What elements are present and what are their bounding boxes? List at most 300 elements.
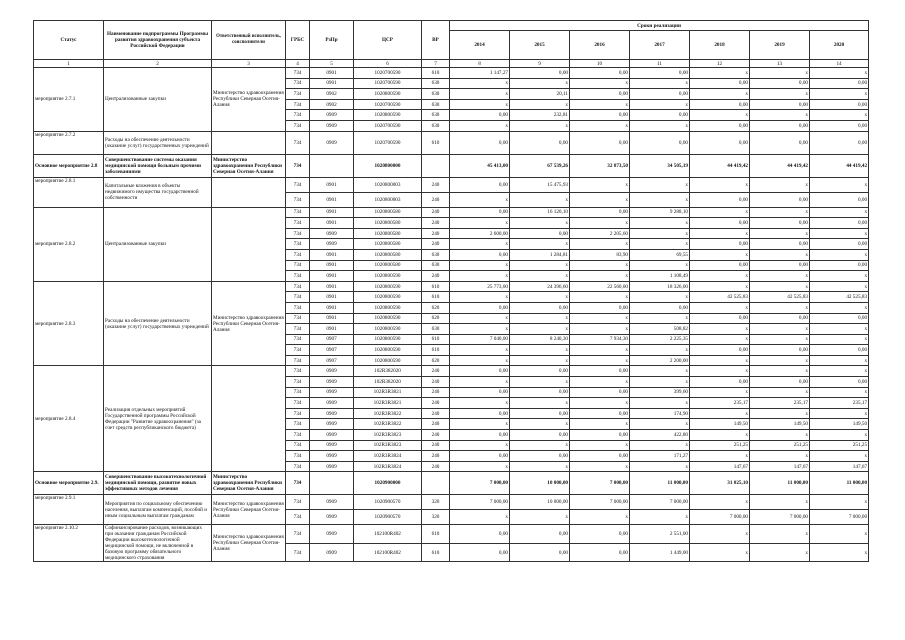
row-code-cell: 0902 bbox=[310, 99, 354, 110]
row-code-cell: 734 bbox=[286, 419, 310, 430]
row-amount-cell: x bbox=[690, 387, 750, 398]
row-amount-cell: 8 240,30 bbox=[510, 334, 570, 345]
row-amount-cell: x bbox=[630, 192, 690, 207]
row-code-cell: 620 bbox=[422, 313, 450, 324]
table-row bbox=[34, 68, 869, 79]
row-amount-cell: 32 873,50 bbox=[570, 154, 630, 177]
table-row bbox=[34, 495, 869, 510]
row-name-cell: Софинансирование расходов, возникающих при оказании гражданам Российской Федерации высокотехнологичной медицинской помощи, не включенной в базовую программу обязательного медицинского страхования bbox=[104, 525, 212, 562]
column-number-cell: 14 bbox=[810, 60, 869, 68]
row-code-cell: 1020800590 bbox=[354, 355, 422, 366]
row-amount-cell: x bbox=[630, 260, 690, 271]
row-amount-cell: 0,00 bbox=[690, 260, 750, 271]
row-amount-cell: 0,00 bbox=[750, 345, 810, 356]
row-amount-cell: x bbox=[750, 302, 810, 313]
row-amount-cell: x bbox=[450, 260, 510, 271]
row-code-cell bbox=[422, 154, 450, 177]
row-code-cell: 734 bbox=[286, 345, 310, 356]
row-code-cell: 102R3R3822 bbox=[354, 419, 422, 430]
row-code-cell: 0909 bbox=[310, 110, 354, 121]
row-amount-cell: 2 225,35 bbox=[630, 334, 690, 345]
row-amount-cell: 0,00 bbox=[450, 131, 510, 154]
column-number-cell: 1 bbox=[34, 60, 104, 68]
row-amount-cell: x bbox=[450, 324, 510, 335]
column-number-cell: 11 bbox=[630, 60, 690, 68]
row-amount-cell: x bbox=[630, 120, 690, 131]
row-code-cell: 1020700590 bbox=[354, 131, 422, 154]
row-amount-cell: 0,00 bbox=[510, 131, 570, 154]
row-code-cell: 0909 bbox=[310, 440, 354, 451]
row-amount-cell: x bbox=[810, 430, 869, 441]
row-amount-cell: x bbox=[690, 324, 750, 335]
row-amount-cell: x bbox=[450, 120, 510, 131]
row-amount-cell: 0,00 bbox=[630, 302, 690, 313]
column-number-cell: 9 bbox=[510, 60, 570, 68]
row-code-cell bbox=[310, 472, 354, 495]
row-amount-cell: x bbox=[750, 451, 810, 462]
row-status-cell: мероприятие 2.7.2 bbox=[34, 131, 104, 154]
row-code-cell: 734 bbox=[286, 260, 310, 271]
row-code-cell: 102100R402 bbox=[354, 543, 422, 562]
row-code-cell: 0909 bbox=[310, 543, 354, 562]
row-amount-cell: 44 419,42 bbox=[810, 154, 869, 177]
row-code-cell: 0901 bbox=[310, 78, 354, 89]
header-executor: Ответственный исполнитель, соисполнители bbox=[212, 21, 286, 60]
row-code-cell: 240 bbox=[422, 451, 450, 462]
row-code-cell: 734 bbox=[286, 68, 310, 79]
row-amount-cell: 147,67 bbox=[750, 461, 810, 472]
row-amount-cell: 235,17 bbox=[690, 398, 750, 409]
row-code-cell: 320 bbox=[422, 495, 450, 510]
row-code-cell: 240 bbox=[422, 387, 450, 398]
row-amount-cell: x bbox=[810, 302, 869, 313]
row-amount-cell: x bbox=[510, 345, 570, 356]
row-code-cell: 1020800580 bbox=[354, 228, 422, 239]
budget-table-sheet bbox=[33, 20, 868, 581]
row-amount-cell: x bbox=[510, 510, 570, 525]
row-code-cell: 630 bbox=[422, 120, 450, 131]
row-amount-cell: x bbox=[570, 398, 630, 409]
row-code-cell: 0909 bbox=[310, 377, 354, 388]
row-amount-cell: 42 525,83 bbox=[750, 292, 810, 303]
row-code-cell: 1020900000 bbox=[354, 472, 422, 495]
row-code-cell: 734 bbox=[286, 543, 310, 562]
row-amount-cell: 0,00 bbox=[690, 78, 750, 89]
row-amount-cell: x bbox=[450, 99, 510, 110]
row-amount-cell: 0,00 bbox=[630, 68, 690, 79]
row-amount-cell: x bbox=[630, 239, 690, 250]
row-amount-cell: 9 288,10 bbox=[630, 207, 690, 218]
row-code-cell: 734 bbox=[286, 89, 310, 100]
row-amount-cell: x bbox=[510, 218, 570, 229]
row-status-cell: мероприятие 2.7.1 bbox=[34, 68, 104, 132]
row-amount-cell: x bbox=[570, 260, 630, 271]
row-amount-cell: x bbox=[450, 440, 510, 451]
row-amount-cell: x bbox=[570, 510, 630, 525]
column-number-cell: 7 bbox=[422, 60, 450, 68]
row-amount-cell: x bbox=[450, 78, 510, 89]
row-code-cell: 240 bbox=[422, 461, 450, 472]
header-terms: Сроки реализации bbox=[450, 21, 869, 31]
row-code-cell: 1020700590 bbox=[354, 68, 422, 79]
column-number-cell: 8 bbox=[450, 60, 510, 68]
row-amount-cell: x bbox=[450, 345, 510, 356]
row-amount-cell: 7 000,00 bbox=[750, 510, 810, 525]
row-amount-cell: 0,00 bbox=[630, 131, 690, 154]
row-amount-cell: 7 000,00 bbox=[630, 495, 690, 510]
row-amount-cell: x bbox=[690, 495, 750, 510]
row-amount-cell: 0,00 bbox=[450, 302, 510, 313]
row-amount-cell: 0,00 bbox=[570, 408, 630, 419]
header-rzpr: РзПр bbox=[310, 21, 354, 60]
row-amount-cell: 67 539,26 bbox=[510, 154, 570, 177]
row-amount-cell: 0,00 bbox=[450, 430, 510, 441]
row-amount-cell: x bbox=[690, 68, 750, 79]
row-code-cell: 0901 bbox=[310, 324, 354, 335]
header-name: Наименование подпрограммы Программы развития здравоохранения субъекта Российской Федерации bbox=[104, 21, 212, 60]
row-code-cell: 1020800003 bbox=[354, 177, 422, 192]
row-amount-cell: 0,00 bbox=[750, 192, 810, 207]
row-amount-cell: 1 108,49 bbox=[630, 271, 690, 282]
row-code-cell: 240 bbox=[422, 207, 450, 218]
row-code-cell: 1020800580 bbox=[354, 207, 422, 218]
row-code-cell: 1020700590 bbox=[354, 120, 422, 131]
row-amount-cell: 149,50 bbox=[810, 419, 869, 430]
row-amount-cell: x bbox=[810, 177, 869, 192]
row-amount-cell: x bbox=[810, 543, 869, 562]
row-code-cell: 0907 bbox=[310, 345, 354, 356]
row-code-cell: 240 bbox=[422, 430, 450, 441]
row-code-cell: 0909 bbox=[310, 408, 354, 419]
row-status-cell: мероприятие 2.9.1 bbox=[34, 495, 104, 525]
row-code-cell: 734 bbox=[286, 355, 310, 366]
row-code-cell: 1020800590 bbox=[354, 271, 422, 282]
row-amount-cell: 0,00 bbox=[570, 110, 630, 121]
row-amount-cell: x bbox=[450, 398, 510, 409]
row-amount-cell: 171,27 bbox=[630, 451, 690, 462]
row-amount-cell: 42 525,83 bbox=[810, 292, 869, 303]
row-amount-cell: 0,00 bbox=[690, 131, 750, 154]
row-amount-cell: 16 120,10 bbox=[510, 207, 570, 218]
row-amount-cell: x bbox=[630, 366, 690, 377]
row-amount-cell: x bbox=[630, 177, 690, 192]
row-amount-cell: 0,00 bbox=[450, 177, 510, 192]
row-amount-cell: 7 000,00 bbox=[570, 495, 630, 510]
row-amount-cell: x bbox=[690, 249, 750, 260]
row-code-cell: 734 bbox=[286, 461, 310, 472]
row-amount-cell: 83,90 bbox=[570, 249, 630, 260]
row-amount-cell: 44 419,42 bbox=[690, 154, 750, 177]
row-amount-cell: x bbox=[630, 345, 690, 356]
row-amount-cell: 0,00 bbox=[510, 430, 570, 441]
row-amount-cell: 0,00 bbox=[510, 387, 570, 398]
row-code-cell: 102R3R3824 bbox=[354, 451, 422, 462]
column-number-cell: 2 bbox=[104, 60, 212, 68]
row-amount-cell: 0,00 bbox=[510, 543, 570, 562]
row-status-cell: мероприятие 2.8.3 bbox=[34, 281, 104, 366]
row-amount-cell: x bbox=[750, 543, 810, 562]
row-amount-cell: 235,17 bbox=[810, 398, 869, 409]
row-code-cell: 1020800590 bbox=[354, 345, 422, 356]
row-code-cell: 734 bbox=[286, 281, 310, 292]
row-amount-cell: x bbox=[750, 430, 810, 441]
row-amount-cell: x bbox=[450, 89, 510, 100]
row-amount-cell: 34 505,19 bbox=[630, 154, 690, 177]
row-code-cell: 734 bbox=[286, 525, 310, 544]
budget-table bbox=[33, 20, 869, 562]
row-amount-cell: 20,11 bbox=[510, 89, 570, 100]
row-amount-cell: x bbox=[750, 525, 810, 544]
row-amount-cell: x bbox=[750, 89, 810, 100]
row-code-cell: 0909 bbox=[310, 228, 354, 239]
row-amount-cell: 0,00 bbox=[630, 110, 690, 121]
row-code-cell: 734 bbox=[286, 154, 310, 177]
row-amount-cell: x bbox=[630, 377, 690, 388]
row-amount-cell: 0,00 bbox=[450, 366, 510, 377]
row-code-cell: 610 bbox=[422, 345, 450, 356]
row-amount-cell: 22 560,00 bbox=[570, 281, 630, 292]
column-number-cell: 5 bbox=[310, 60, 354, 68]
row-amount-cell: 10 000,00 bbox=[510, 472, 570, 495]
row-amount-cell: 0,00 bbox=[630, 89, 690, 100]
row-amount-cell: 7 040,00 bbox=[450, 334, 510, 345]
row-code-cell: 734 bbox=[286, 334, 310, 345]
row-code-cell: 734 bbox=[286, 78, 310, 89]
row-code-cell: 0901 bbox=[310, 177, 354, 192]
row-executor-cell: Министерство здравоохранения Республики Северная Осетия-Алания bbox=[212, 281, 286, 366]
row-code-cell: 630 bbox=[422, 324, 450, 335]
row-amount-cell: x bbox=[810, 366, 869, 377]
row-amount-cell: x bbox=[450, 192, 510, 207]
row-amount-cell: x bbox=[510, 398, 570, 409]
row-code-cell bbox=[310, 154, 354, 177]
row-code-cell: 620 bbox=[422, 302, 450, 313]
row-amount-cell: x bbox=[750, 68, 810, 79]
row-amount-cell: x bbox=[630, 99, 690, 110]
row-amount-cell: x bbox=[570, 440, 630, 451]
column-number-cell: 12 bbox=[690, 60, 750, 68]
row-amount-cell: x bbox=[750, 281, 810, 292]
row-amount-cell: 10 000,00 bbox=[510, 495, 570, 510]
row-amount-cell: 0,00 bbox=[570, 131, 630, 154]
row-code-cell: 102R3R3823 bbox=[354, 440, 422, 451]
row-amount-cell: 0,00 bbox=[750, 260, 810, 271]
row-amount-cell: x bbox=[750, 495, 810, 510]
row-name-cell: Совершенствование системы оказания медицинской помощи больным прочими заболеваниями bbox=[104, 154, 212, 177]
row-code-cell: 240 bbox=[422, 271, 450, 282]
row-amount-cell: x bbox=[630, 78, 690, 89]
row-code-cell: 0907 bbox=[310, 334, 354, 345]
row-amount-cell: x bbox=[570, 355, 630, 366]
row-amount-cell: x bbox=[690, 355, 750, 366]
row-amount-cell: x bbox=[750, 271, 810, 282]
row-amount-cell: 0,00 bbox=[750, 313, 810, 324]
row-amount-cell: x bbox=[810, 249, 869, 260]
row-code-cell: 734 bbox=[286, 377, 310, 388]
row-amount-cell: x bbox=[750, 334, 810, 345]
row-code-cell: 0909 bbox=[310, 430, 354, 441]
row-code-cell: 734 bbox=[286, 510, 310, 525]
row-amount-cell: x bbox=[570, 271, 630, 282]
row-code-cell: 240 bbox=[422, 192, 450, 207]
row-executor-cell: Министерство здравоохранения Республики Северная Осетия-Алания bbox=[212, 525, 286, 562]
row-amount-cell: 0,00 bbox=[810, 99, 869, 110]
row-amount-cell: 251,25 bbox=[690, 440, 750, 451]
row-amount-cell: 0,00 bbox=[810, 377, 869, 388]
row-name-cell: Централизованные закупки bbox=[104, 207, 212, 281]
row-executor-cell: Министерство здравоохранения Республики Северная Осетия-Алания bbox=[212, 154, 286, 177]
row-amount-cell: x bbox=[810, 451, 869, 462]
row-amount-cell: 7 000,00 bbox=[570, 472, 630, 495]
row-code-cell: 102100R402 bbox=[354, 525, 422, 544]
row-amount-cell: x bbox=[630, 419, 690, 430]
column-number-cell: 10 bbox=[570, 60, 630, 68]
row-amount-cell: 0,00 bbox=[750, 239, 810, 250]
row-code-cell: 734 bbox=[286, 271, 310, 282]
row-amount-cell: 0,00 bbox=[810, 345, 869, 356]
row-code-cell: 0901 bbox=[310, 313, 354, 324]
row-amount-cell: x bbox=[810, 387, 869, 398]
row-amount-cell: 0,00 bbox=[570, 387, 630, 398]
row-amount-cell: 0,00 bbox=[450, 249, 510, 260]
row-amount-cell: x bbox=[750, 408, 810, 419]
row-code-cell: 0909 bbox=[310, 387, 354, 398]
row-code-cell: 240 bbox=[422, 398, 450, 409]
row-code-cell: 734 bbox=[286, 131, 310, 154]
row-code-cell: 0901 bbox=[310, 249, 354, 260]
row-amount-cell: 7 000,00 bbox=[450, 495, 510, 510]
row-code-cell: 734 bbox=[286, 239, 310, 250]
row-amount-cell: 24 396,60 bbox=[510, 281, 570, 292]
row-code-cell: 0901 bbox=[310, 192, 354, 207]
header-vr: ВР bbox=[422, 21, 450, 60]
row-code-cell: 734 bbox=[286, 324, 310, 335]
row-amount-cell: x bbox=[570, 324, 630, 335]
table-row bbox=[34, 281, 869, 292]
row-amount-cell: x bbox=[570, 419, 630, 430]
row-code-cell: 1020800580 bbox=[354, 249, 422, 260]
row-amount-cell: 251,25 bbox=[810, 440, 869, 451]
row-amount-cell: 2 600,00 bbox=[450, 228, 510, 239]
row-amount-cell: x bbox=[810, 334, 869, 345]
row-code-cell: 734 bbox=[286, 451, 310, 462]
table-row bbox=[34, 472, 869, 495]
row-code-cell: 630 bbox=[422, 260, 450, 271]
row-amount-cell: x bbox=[570, 461, 630, 472]
row-amount-cell: 0,00 bbox=[690, 345, 750, 356]
row-amount-cell: 1 284,81 bbox=[510, 249, 570, 260]
row-amount-cell: x bbox=[570, 177, 630, 192]
row-amount-cell: x bbox=[810, 271, 869, 282]
row-code-cell: 734 bbox=[286, 398, 310, 409]
row-amount-cell: x bbox=[630, 510, 690, 525]
row-code-cell: 0901 bbox=[310, 281, 354, 292]
row-amount-cell: 0,00 bbox=[450, 451, 510, 462]
row-code-cell: 0909 bbox=[310, 451, 354, 462]
row-code-cell: 734 bbox=[286, 302, 310, 313]
row-amount-cell: x bbox=[510, 192, 570, 207]
row-executor-cell: Министерство здравоохранения Республики Северная Осетия-Алания bbox=[212, 68, 286, 132]
row-amount-cell: x bbox=[810, 89, 869, 100]
row-amount-cell: x bbox=[810, 355, 869, 366]
row-executor-cell: Министерство здравоохранения Республики Северная Осетия-Алания bbox=[212, 472, 286, 495]
year-header-2019: 2019 bbox=[750, 31, 810, 60]
row-code-cell: 0901 bbox=[310, 292, 354, 303]
row-amount-cell: 0,00 bbox=[750, 120, 810, 131]
row-amount-cell: 18 326,00 bbox=[630, 281, 690, 292]
row-amount-cell: x bbox=[570, 292, 630, 303]
row-amount-cell: x bbox=[810, 110, 869, 121]
year-header-2017: 2017 bbox=[630, 31, 690, 60]
row-amount-cell: x bbox=[450, 292, 510, 303]
row-amount-cell: x bbox=[510, 355, 570, 366]
row-amount-cell: x bbox=[570, 345, 630, 356]
row-amount-cell: x bbox=[510, 377, 570, 388]
row-amount-cell: 31 025,10 bbox=[690, 472, 750, 495]
row-amount-cell: 0,00 bbox=[450, 525, 510, 544]
row-code-cell: 1020800580 bbox=[354, 260, 422, 271]
row-amount-cell: 0,00 bbox=[570, 451, 630, 462]
row-code-cell: 734 bbox=[286, 99, 310, 110]
row-amount-cell: 251,25 bbox=[750, 440, 810, 451]
row-amount-cell: 0,00 bbox=[510, 366, 570, 377]
row-amount-cell: 0,00 bbox=[750, 218, 810, 229]
row-amount-cell: x bbox=[690, 271, 750, 282]
row-amount-cell: x bbox=[750, 228, 810, 239]
row-amount-cell: 149,50 bbox=[690, 419, 750, 430]
row-amount-cell: x bbox=[690, 281, 750, 292]
row-code-cell: 0901 bbox=[310, 302, 354, 313]
row-amount-cell: 0,00 bbox=[690, 192, 750, 207]
row-amount-cell: 147,67 bbox=[690, 461, 750, 472]
row-amount-cell: x bbox=[630, 313, 690, 324]
row-amount-cell: 0,00 bbox=[750, 377, 810, 388]
row-amount-cell: 0,00 bbox=[750, 99, 810, 110]
row-code-cell: 1020900570 bbox=[354, 495, 422, 510]
row-code-cell: 0901 bbox=[310, 68, 354, 79]
row-code-cell: 0901 bbox=[310, 207, 354, 218]
row-amount-cell: x bbox=[690, 110, 750, 121]
row-amount-cell: x bbox=[690, 366, 750, 377]
year-header-2018: 2018 bbox=[690, 31, 750, 60]
header-grbs: ГРБС bbox=[286, 21, 310, 60]
row-amount-cell: x bbox=[450, 271, 510, 282]
row-code-cell: 102R3R3823 bbox=[354, 430, 422, 441]
row-code-cell: 734 bbox=[286, 366, 310, 377]
row-amount-cell: x bbox=[570, 313, 630, 324]
row-code-cell: 1020800580 bbox=[354, 239, 422, 250]
row-amount-cell: 0,00 bbox=[570, 68, 630, 79]
row-amount-cell: 0,00 bbox=[570, 207, 630, 218]
row-amount-cell: 0,00 bbox=[450, 543, 510, 562]
year-header-2014: 2014 bbox=[450, 31, 510, 60]
row-amount-cell: 0,00 bbox=[810, 131, 869, 154]
column-number-cell: 3 bbox=[212, 60, 286, 68]
row-code-cell: 1020800590 bbox=[354, 89, 422, 100]
row-amount-cell: x bbox=[450, 313, 510, 324]
row-amount-cell: x bbox=[630, 292, 690, 303]
row-code-cell: 0909 bbox=[310, 419, 354, 430]
row-code-cell: 240 bbox=[422, 218, 450, 229]
row-amount-cell: x bbox=[810, 495, 869, 510]
row-status-cell: Основное мероприятие 2.8 bbox=[34, 154, 104, 177]
row-amount-cell: x bbox=[690, 177, 750, 192]
row-amount-cell: 1 449,00 bbox=[630, 543, 690, 562]
row-code-cell: 0902 bbox=[310, 89, 354, 100]
row-amount-cell: x bbox=[630, 228, 690, 239]
row-name-cell: Мероприятия по социальному обеспечению населения, выплатам компенсаций, пособий и иным социальным выплатам гражданам bbox=[104, 495, 212, 525]
row-amount-cell: x bbox=[690, 451, 750, 462]
